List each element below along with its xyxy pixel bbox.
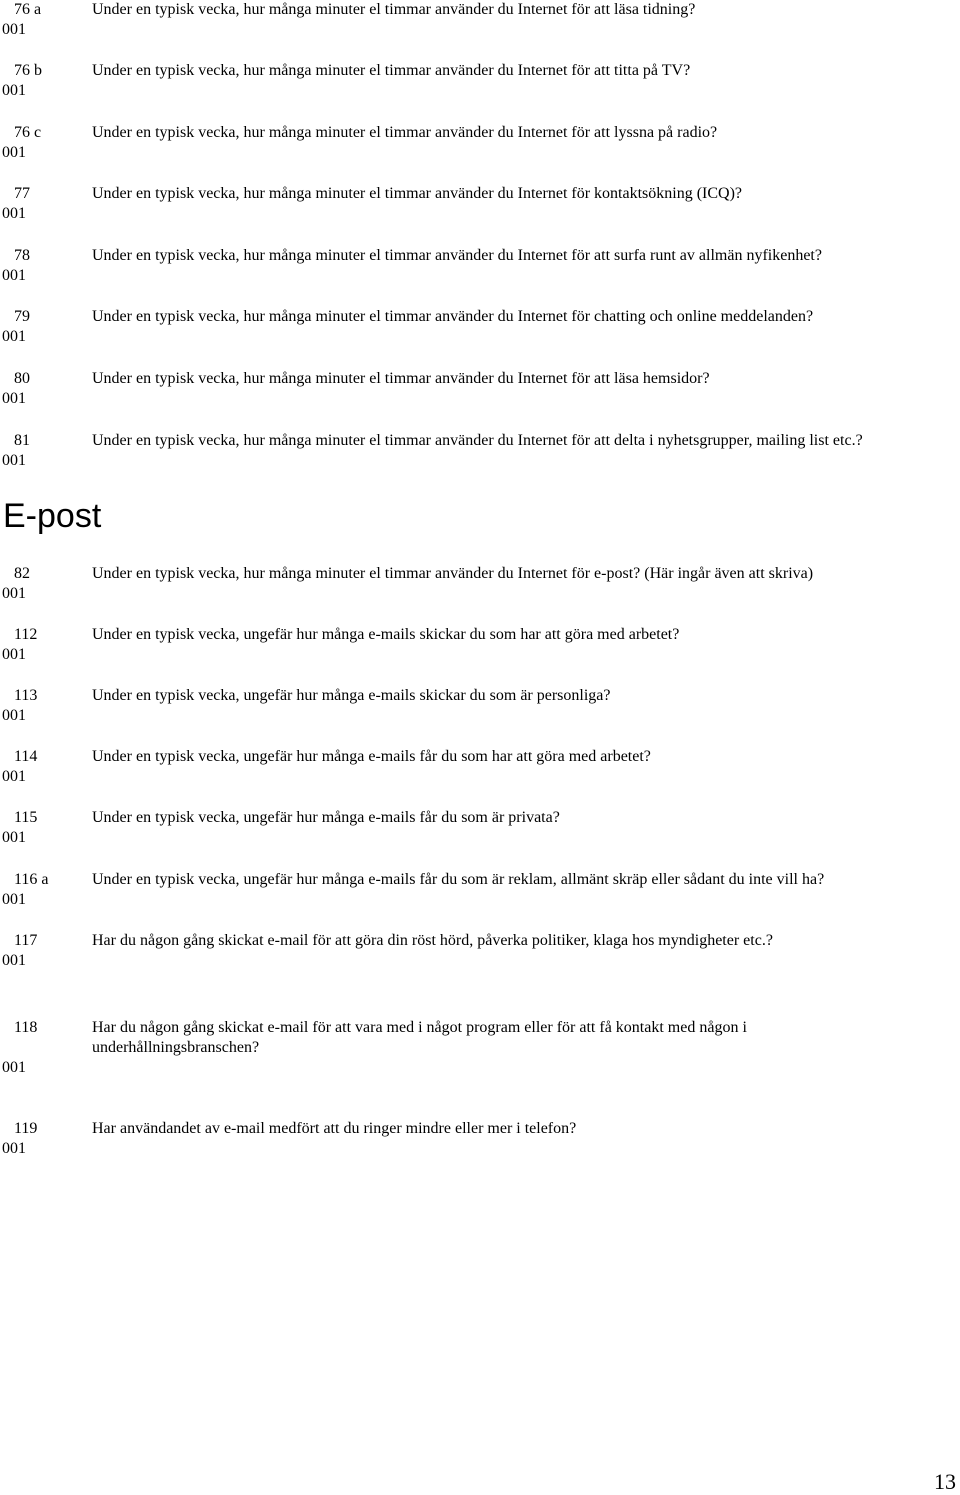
question-text: Under en typisk vecka, ungefär hur många e-mails får du som har att göra med arbetet? (92, 748, 651, 765)
question-number: 82 (14, 565, 30, 582)
question-text: Under en typisk vecka, ungefär hur många e-mails får du som är reklam, allmänt skräp eller sådant du inte vill ha? (92, 871, 825, 888)
question-code: 001 (2, 205, 26, 222)
question-number: 81 (14, 432, 30, 449)
question-number: 77 (14, 185, 30, 202)
question-code: 001 (2, 328, 26, 345)
question-code: 001 (2, 707, 26, 724)
question-text: Under en typisk vecka, hur många minuter el timmar använder du Internet för chatting och online meddelanden? (92, 308, 814, 325)
question-text: Under en typisk vecka, hur många minuter el timmar använder du Internet för att lyssna på radio? (92, 124, 718, 141)
question-text: Under en typisk vecka, ungefär hur många e-mails skickar du som har att göra med arbetet? (92, 626, 680, 643)
question-number: 76 c (14, 124, 42, 141)
question-number: 79 (14, 308, 30, 325)
question-text: Under en typisk vecka, hur många minuter el timmar använder du Internet för att läsa hemsidor? (92, 370, 710, 387)
question-code: 001 (2, 390, 26, 407)
question-number: 118 (14, 1019, 38, 1036)
question-text: Har användandet av e-mail medfört att du ringer mindre eller mer i telefon? (92, 1120, 577, 1137)
question-number: 119 (14, 1120, 38, 1137)
question-code: 001 (2, 144, 26, 161)
page-number: 13 (934, 1469, 956, 1494)
question-number: 76 a (14, 1, 42, 18)
question-text: Under en typisk vecka, hur många minuter el timmar använder du Internet för att titta på TV? (92, 62, 691, 79)
question-text: Under en typisk vecka, hur många minuter el timmar använder du Internet för att delta i nyhetsgrupper, mailing list etc.? (92, 432, 863, 449)
question-text: Under en typisk vecka, hur många minuter el timmar använder du Internet för e-post? (Här ingår även att skriva) (92, 565, 814, 582)
question-number: 76 b (14, 62, 42, 79)
question-number: 112 (14, 626, 38, 643)
question-code: 001 (2, 452, 26, 469)
question-number: 78 (14, 247, 30, 264)
question-number: 117 (14, 932, 38, 949)
question-code: 001 (2, 267, 26, 284)
question-code: 001 (2, 1140, 26, 1157)
question-text: Under en typisk vecka, hur många minuter el timmar använder du Internet för att surfa runt av allmän nyfikenhet? (92, 247, 822, 264)
question-text: Under en typisk vecka, hur många minuter el timmar använder du Internet för att läsa tidning? (92, 1, 696, 18)
question-code: 001 (2, 768, 26, 785)
question-text: Har du någon gång skickat e-mail för att vara med i något program eller för att få kontakt med någon i underhållningsbranschen? (92, 1019, 747, 1056)
question-number: 116 a (14, 871, 49, 888)
question-text: Har du någon gång skickat e-mail för att göra din röst hörd, påverka politiker, klaga hos myndigheter etc.? (92, 932, 773, 949)
section-heading-e-post: E-post (3, 497, 102, 535)
question-text: Under en typisk vecka, ungefär hur många e-mails får du som är privata? (92, 809, 560, 826)
question-text: Under en typisk vecka, ungefär hur många e-mails skickar du som är personliga? (92, 687, 611, 704)
question-number: 80 (14, 370, 30, 387)
question-code: 001 (2, 952, 26, 969)
question-code: 001 (2, 21, 26, 38)
question-number: 115 (14, 809, 38, 826)
question-text: Under en typisk vecka, hur många minuter el timmar använder du Internet för kontaktsökning (ICQ)? (92, 185, 743, 202)
question-code: 001 (2, 585, 26, 602)
question-code: 001 (2, 829, 26, 846)
question-code: 001 (2, 891, 26, 908)
question-code: 001 (2, 82, 26, 99)
question-number: 113 (14, 687, 38, 704)
question-number: 114 (14, 748, 38, 765)
question-code: 001 (2, 1059, 26, 1076)
question-code: 001 (2, 646, 26, 663)
